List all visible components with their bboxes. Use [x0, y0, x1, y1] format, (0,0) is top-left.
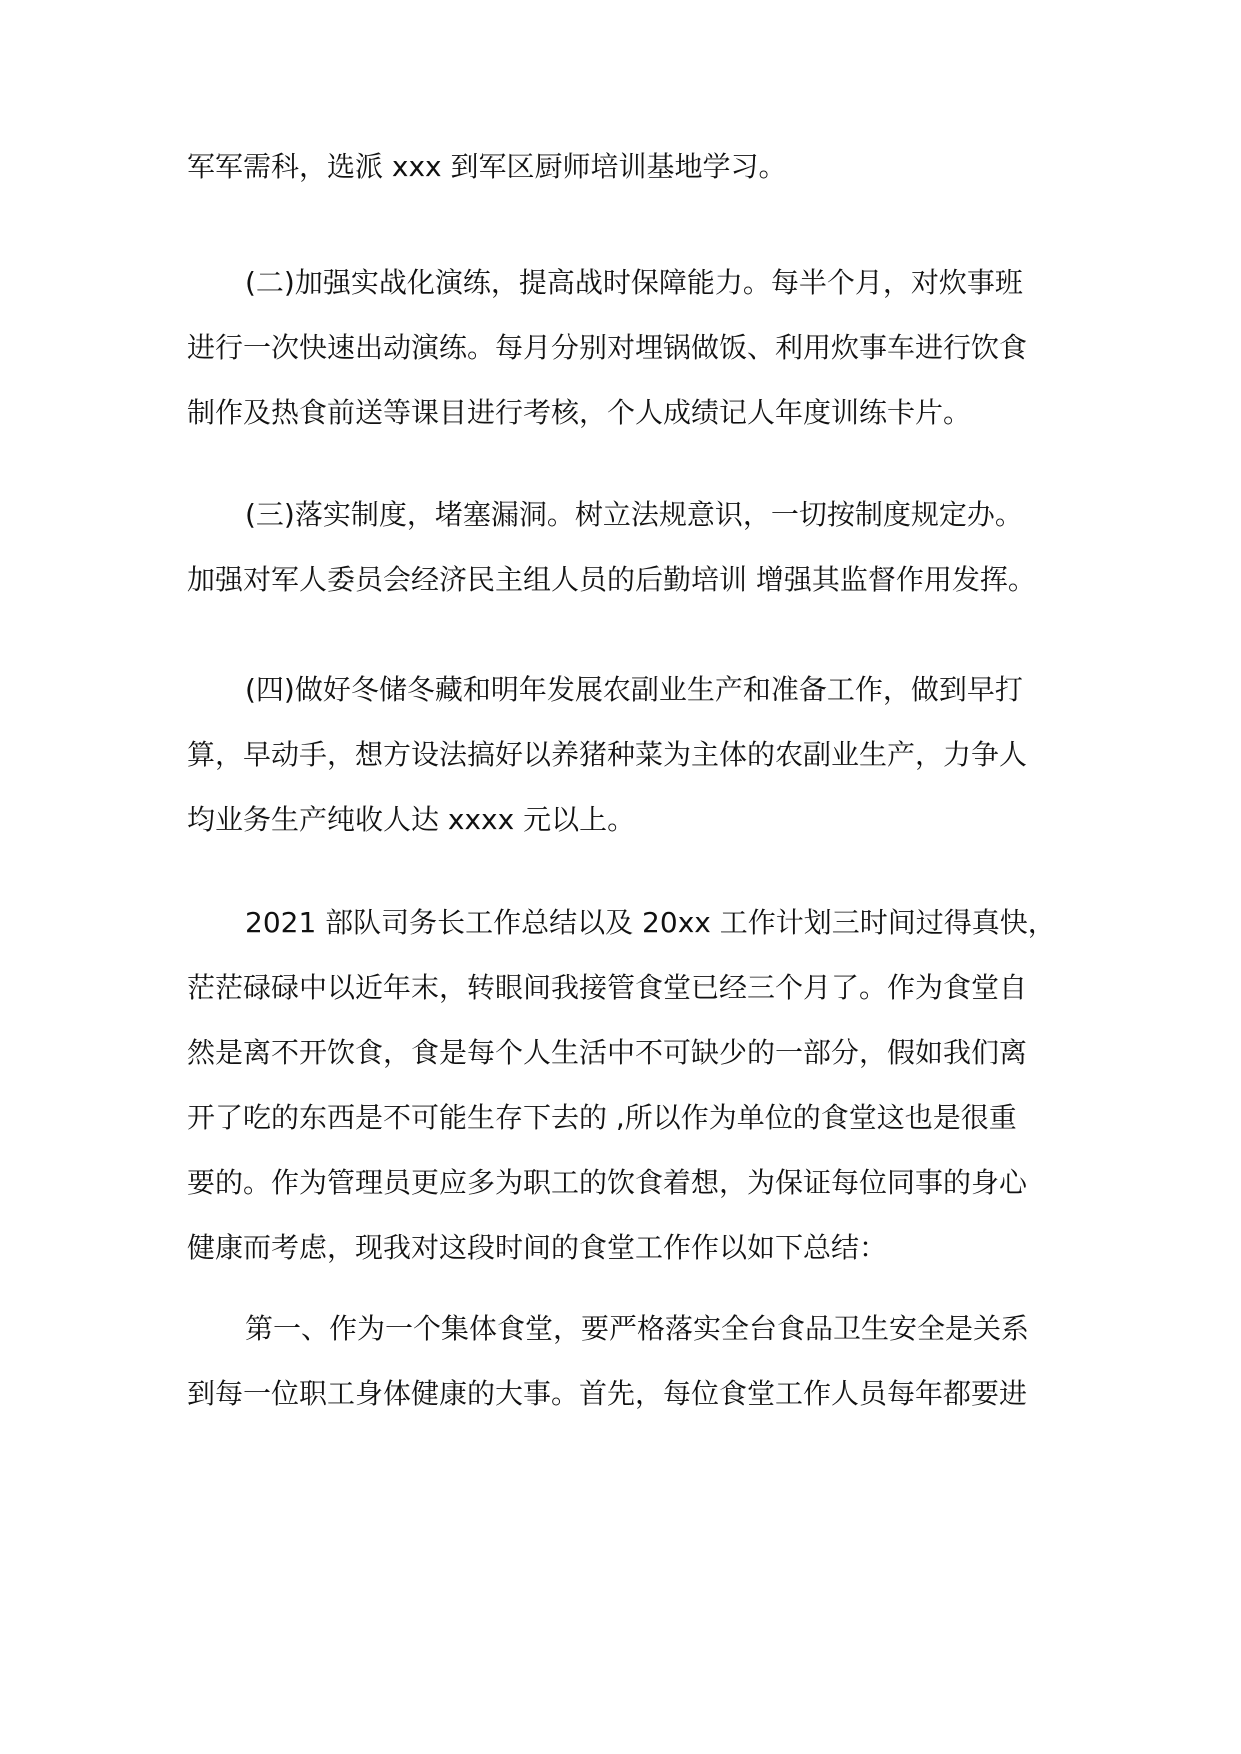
- paragraph-continuation: [187, 134, 1067, 199]
- text-line: 第一、作为一个集体食堂，要严格落实全台食品卫生安全是关系: [245, 1312, 1030, 1345]
- text-line: (三)落实制度，堵塞漏洞。树立法规意识，一切按制度规定办。: [245, 498, 1023, 531]
- text-line: 均业务生产纯收人达 xxxx 元以上。: [187, 803, 636, 836]
- paragraph-item-4: [187, 657, 1067, 852]
- text-line: 加强对军人委员会经济民主组人员的后勤培训 增强其监督作用发挥。: [187, 563, 1036, 596]
- text-line: 制作及热食前送等课目进行考核，个人成绩记人年度训练卡片。: [187, 396, 972, 429]
- text-line: 军军需科，选派 xxx 到军区厨师培训基地学习。: [187, 150, 787, 183]
- text-line: (二)加强实战化演练，提高战时保障能力。每半个月，对炊事班: [245, 266, 1023, 299]
- text-line: 到每一位职工身体健康的大事。首先，每位食堂工作人员每年都要进: [187, 1377, 1028, 1410]
- text-line: 健康而考虑，现我对这段时间的食堂工作作以如下总结：: [187, 1231, 888, 1264]
- paragraph-item-2: [187, 250, 1067, 445]
- paragraph-summary-intro: [187, 890, 1067, 1280]
- text-line: 算，早动手，想方设法搞好以养猪种菜为主体的农副业生产，力争人: [187, 738, 1028, 771]
- text-line: 然是离不开饮食，食是每个人生活中不可缺少的一部分，假如我们离: [187, 1036, 1028, 1069]
- text-line: 进行一次快速出动演练。每月分别对埋锅做饭、利用炊事车进行饮食: [187, 331, 1028, 364]
- paragraph-item-3: [187, 482, 1067, 612]
- text-line: 茫茫碌碌中以近年末，转眼间我接管食堂已经三个月了。作为食堂自: [187, 971, 1028, 1004]
- text-line: 开了吃的东西是不可能生存下去的 ,所以作为单位的食堂这也是很重: [187, 1101, 1017, 1134]
- text-line: 要的。作为管理员更应多为职工的饮食着想，为保证每位同事的身心: [187, 1166, 1028, 1199]
- paragraph-first-point: [187, 1296, 1067, 1426]
- text-line: 2021 部队司务长工作总结以及 20xx 工作计划三时间过得真快，: [245, 906, 1056, 939]
- text-line: (四)做好冬储冬藏和明年发展农副业生产和准备工作，做到早打: [245, 673, 1023, 706]
